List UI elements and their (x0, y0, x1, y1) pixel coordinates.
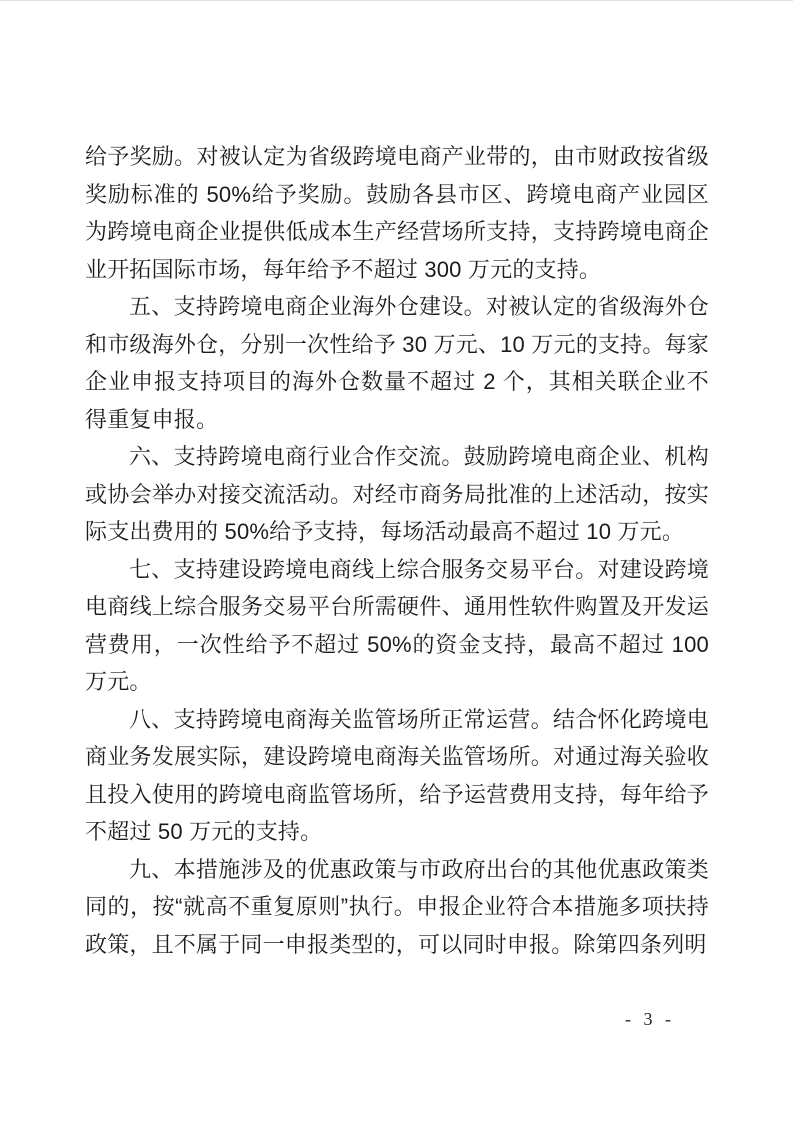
paragraph-item-6: 六、支持跨境电商行业合作交流。鼓励跨境电商企业、机构或协会举办对接交流活动。对经市商务局批准的上述活动，按实际支出费用的 50%给予支持，每场活动最高不超过 10 万元。 (85, 444, 709, 544)
document-body (85, 138, 709, 963)
paragraph-item-7: 七、支持建设跨境电商线上综合服务交易平台。对建设跨境电商线上综合服务交易平台所需硬件、通用性软件购置及开发运营费用，一次性给予不超过 50%的资金支持，最高不超过 100 万元。 (85, 556, 709, 694)
paragraph-item-8: 八、支持跨境电商海关监管场所正常运营。结合怀化跨境电商业务发展实际，建设跨境电商海关监管场所。对通过海关验收且投入使用的跨境电商监管场所，给予运营费用支持，每年给予不超过 50 万元的支持。 (85, 706, 709, 844)
page-number: - 3 - (625, 1009, 675, 1029)
paragraph-continuation: 给予奖励。对被认定为省级跨境电商产业带的，由市财政按省级奖励标准的 50%给予奖励。鼓励各县市区、跨境电商产业园区为跨境电商企业提供低成本生产经营场所支持，支持跨境电商企业开拓国际市场，每年给予不超过 300 万元的支持。 (85, 144, 709, 282)
paragraph-item-5: 五、支持跨境电商企业海外仓建设。对被认定的省级海外仓和市级海外仓，分别一次性给予 30 万元、10 万元的支持。每家企业申报支持项目的海外仓数量不超过 2 个，其相关联企业不得重复申报。 (85, 294, 709, 432)
paragraph-item-9: 九、本措施涉及的优惠政策与市政府出台的其他优惠政策类同的，按“就高不重复原则”执行。申报企业符合本措施多项扶持政策，且不属于同一申报类型的，可以同时申报。除第四条列明 (85, 856, 709, 957)
